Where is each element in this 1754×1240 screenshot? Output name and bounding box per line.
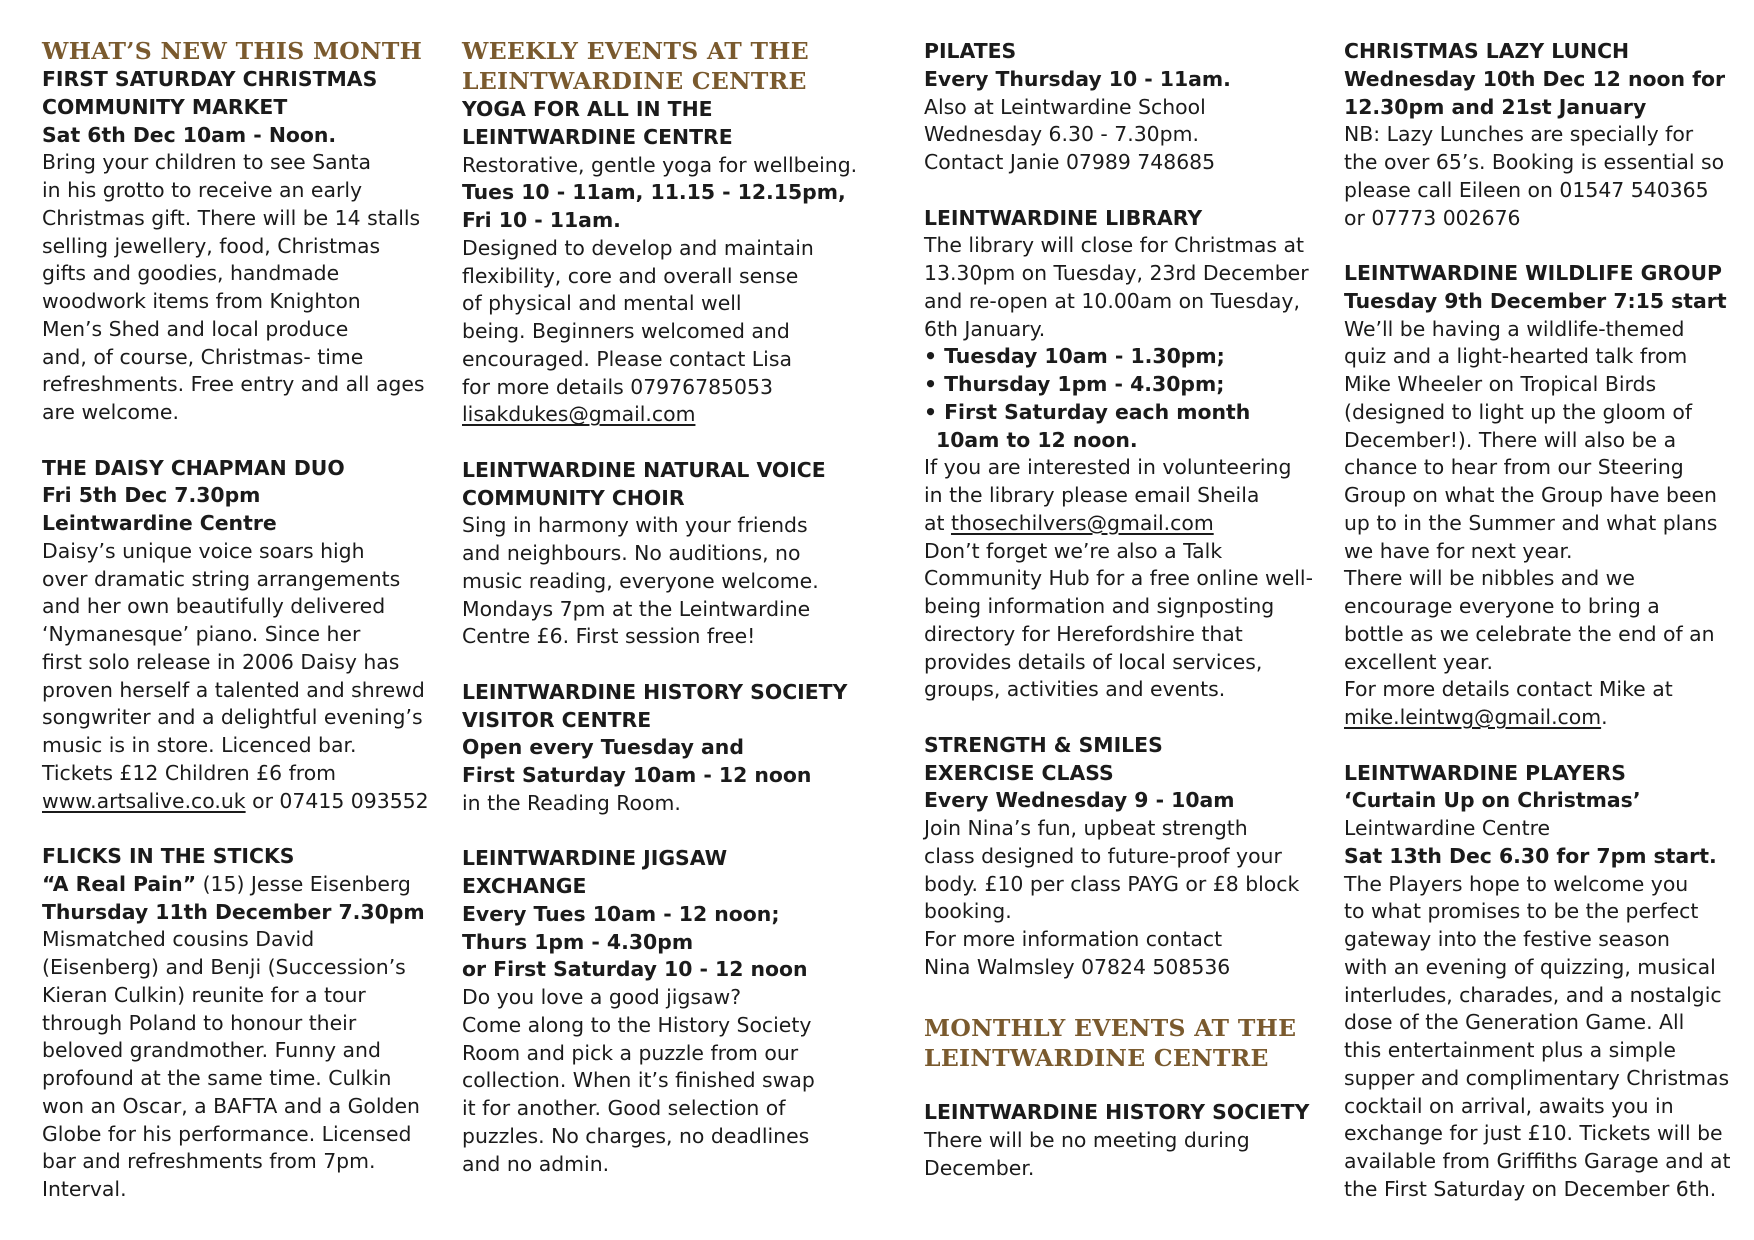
body-line: booking.: [924, 899, 1012, 924]
event-title: LEINTWARDINE HISTORY SOCIETY: [462, 679, 848, 704]
body-line: Don’t forget we’re also a Talk: [924, 538, 1223, 563]
event-strength-smiles: [924, 732, 1324, 982]
body-line: Also at Leintwardine School: [924, 94, 1206, 119]
event-when: Wednesday 10th Dec 12 noon for: [1344, 66, 1726, 91]
body-line: If you are interested in volunteering: [924, 455, 1292, 480]
event-body: [462, 235, 862, 429]
event-daisy-chapman: [42, 455, 440, 816]
event-body: [462, 984, 862, 1178]
event-pilates: [924, 38, 1324, 177]
lisa-email-link[interactable]: lisakdukes@gmail.com: [462, 402, 696, 427]
body-line: in the library please email Sheila: [924, 483, 1260, 507]
body-line: to what promises to be the perfect: [1344, 899, 1699, 924]
body-line: the First Saturday on December 6th.: [1344, 1176, 1717, 1201]
body-line: for more details 07976785053: [462, 374, 773, 399]
hours-line: 10am to 12 noon.: [936, 427, 1138, 452]
event-history-monthly: [924, 1099, 1324, 1182]
body-line: For more details contact Mike at: [1344, 677, 1673, 702]
body-line: The library will close for Christmas at: [924, 233, 1304, 258]
body-line: Kieran Culkin) reunite for a tour: [42, 982, 366, 1007]
body-line: Come along to the History Society: [462, 1012, 812, 1037]
event-title: STRENGTH & SMILES: [924, 732, 1163, 757]
event-title: YOGA FOR ALL IN THE: [462, 97, 713, 121]
section-heading-whats-new: WHAT’S NEW THIS MONTH: [42, 37, 423, 65]
body-line: 13.30pm on Tuesday, 23rd December: [924, 261, 1309, 285]
event-title: VISITOR CENTRE: [462, 707, 652, 732]
phone-text: or 07415 093552: [245, 788, 429, 813]
body-line: directory for Herefordshire that: [924, 621, 1243, 646]
body-line: music is in store. Licenced bar.: [42, 733, 357, 757]
event-title: LEINTWARDINE HISTORY SOCIETY: [924, 1100, 1310, 1125]
body-line: Mondays 7pm at the Leintwardine: [462, 596, 811, 621]
event-body: [1344, 871, 1734, 1204]
body-line: available from Griffiths Garage and at: [1344, 1149, 1731, 1173]
event-title: LEINTWARDINE LIBRARY: [924, 205, 1203, 230]
event-when: Tues 10 - 11am, 11.15 - 12.15pm,: [462, 180, 846, 205]
event-title: LEINTWARDINE JIGSAW: [462, 846, 728, 871]
body-line: interludes, charades, and a nostalgic: [1344, 982, 1722, 1007]
body-line: flexibility, core and overall sense: [462, 263, 799, 288]
body-line: provides details of local services,: [924, 649, 1263, 674]
event-leintwardine-players: [1344, 760, 1734, 1204]
body-line: We’ll be having a wildlife-themed: [1344, 316, 1685, 341]
body-line: with an evening of quizzing, musical: [1344, 954, 1716, 979]
event-body: [42, 149, 440, 427]
event-when: Fri 5th Dec 7.30pm: [42, 483, 261, 508]
event-subtitle: ‘Curtain Up on Christmas’: [1344, 788, 1641, 813]
body-line: Bring your children to see Santa: [42, 150, 372, 175]
body-line: gateway into the festive season: [1344, 927, 1670, 951]
body-line: Do you love a good jigsaw?: [462, 985, 742, 1009]
body-line: exchange for just £10. Tickets will be: [1344, 1121, 1723, 1146]
event-body: [1344, 121, 1734, 232]
body-line: proven herself a talented and shrewd: [42, 677, 425, 702]
library-hours: [924, 343, 1324, 454]
body-line: (Eisenberg) and Benji (Succession’s: [42, 955, 406, 979]
column-3: [924, 38, 1324, 1210]
body-line: encouraged. Please contact Lisa: [462, 346, 792, 371]
body-line: collection. When it’s finished swap: [462, 1068, 815, 1093]
hours-line: • Thursday 1pm - 4.30pm;: [924, 372, 1225, 396]
body-line: excellent year.: [1344, 649, 1494, 674]
body-line: supper and complimentary Christmas: [1344, 1065, 1730, 1090]
body-line: encourage everyone to bring a: [1344, 594, 1660, 618]
event-title: FLICKS IN THE STICKS: [42, 844, 295, 868]
body-line: ‘Nymanesque’ piano. Since her: [42, 622, 361, 646]
column-2: [462, 36, 862, 1206]
body-line: bottle as we celebrate the end of an: [1344, 621, 1715, 646]
body-line: and, of course, Christmas- time: [42, 344, 364, 369]
section-heading-monthly: LEINTWARDINE CENTRE: [924, 1044, 1269, 1073]
body-line: being information and signposting: [924, 594, 1275, 618]
event-title: LEINTWARDINE NATURAL VOICE: [462, 457, 826, 482]
event-when: 12.30pm and 21st January: [1344, 94, 1647, 119]
event-when: Sat 6th Dec 10am - Noon.: [42, 122, 337, 147]
event-title: EXERCISE CLASS: [924, 760, 1114, 785]
event-title: COMMUNITY MARKET: [42, 94, 288, 119]
body-line: this entertainment plus a simple: [1344, 1038, 1676, 1062]
body-line: it for another. Good selection of: [462, 1096, 786, 1120]
body-line: December.: [924, 1155, 1035, 1180]
event-body: [924, 232, 1324, 343]
body-line: and re-open at 10.00am on Tuesday,: [924, 288, 1300, 313]
event-title: PILATES: [924, 39, 1017, 63]
body-line: Mike Wheeler on Tropical Birds: [1344, 372, 1657, 396]
body-line: Tickets £12 Children £6 from: [42, 760, 337, 785]
body-line: body. £10 per class PAYG or £8 block: [924, 871, 1300, 896]
body-line: Designed to develop and maintain: [462, 235, 814, 260]
body-line: and no admin.: [462, 1151, 610, 1176]
event-title: LEINTWARDINE PLAYERS: [1344, 760, 1626, 785]
event-where: in the Reading Room.: [462, 790, 681, 815]
body-line: won an Oscar, a BAFTA and a Golden: [42, 1093, 420, 1118]
body-line: the over 65’s. Booking is essential so: [1344, 150, 1725, 174]
body-line: Nina Walmsley 07824 508536: [924, 954, 1231, 979]
event-history-visitor-centre: [462, 679, 862, 818]
body-line: class designed to future-proof your: [924, 843, 1282, 868]
event-jigsaw-exchange: [462, 845, 862, 1178]
event-title: CHRISTMAS LAZY LUNCH: [1344, 39, 1630, 63]
hours-line: • Tuesday 10am - 1.30pm;: [924, 344, 1225, 369]
event-title: EXCHANGE: [462, 874, 587, 898]
body-line: bar and refreshments from 7pm.: [42, 1149, 376, 1174]
event-title: LEINTWARDINE CENTRE: [462, 124, 733, 149]
body-line: chance to hear from our Steering: [1344, 455, 1684, 480]
body-line: 6th January.: [924, 316, 1046, 341]
hours-line: • First Saturday each month: [924, 399, 1251, 424]
event-when: Fri 10 - 11am.: [462, 208, 621, 232]
body-line: Contact Janie 07989 748685: [924, 150, 1216, 174]
film-title: “A Real Pain”: [42, 871, 197, 896]
body-line: Centre £6. First session free!: [462, 624, 756, 649]
body-line: The Players hope to welcome you: [1344, 871, 1689, 896]
column-1: [42, 36, 440, 1232]
body-line: please call Eileen on 01547 540365: [1344, 177, 1709, 202]
event-where: Leintwardine Centre: [42, 511, 277, 535]
body-line: Globe for his performance. Licensed: [42, 1121, 412, 1146]
event-when: Open every Tuesday and: [462, 735, 744, 760]
event-body: [42, 538, 440, 816]
event-body: [42, 926, 440, 1204]
body-line: beloved grandmother. Funny and: [42, 1038, 381, 1063]
body-line: in his grotto to receive an early: [42, 178, 363, 202]
body-line: up to in the Summer and what plans: [1344, 510, 1718, 535]
body-line: Sing in harmony with your friends: [462, 513, 808, 538]
event-christmas-market: [42, 66, 440, 427]
body-line: quiz and a light-hearted talk from: [1344, 344, 1688, 369]
film-line: [42, 871, 440, 899]
body-line: songwriter and a delightful evening’s: [42, 705, 423, 730]
body-line: selling jewellery, food, Christmas: [42, 233, 381, 258]
event-when: Every Wednesday 9 - 10am: [924, 788, 1235, 813]
body-line: profound at the same time. Culkin: [42, 1066, 392, 1090]
body-line: Men’s Shed and local produce: [42, 316, 349, 341]
body-line: of physical and mental well: [462, 291, 742, 316]
body-line: cocktail on arrival, awaits you in: [1344, 1093, 1674, 1118]
email-prefix: at: [924, 510, 951, 535]
body-line: dose of the Generation Game. All: [1344, 1010, 1685, 1035]
body-line: There will be nibbles and we: [1344, 566, 1635, 591]
body-line: through Poland to honour their: [42, 1010, 357, 1035]
event-body: [1344, 316, 1734, 732]
body-line: or 07773 002676: [1344, 205, 1521, 230]
event-when: or First Saturday 10 - 12 noon: [462, 957, 808, 982]
event-flicks-in-the-sticks: [42, 843, 440, 1204]
body-line: are welcome.: [42, 400, 179, 424]
body-line: Room and pick a puzzle from our: [462, 1040, 799, 1065]
event-when: Thurs 1pm - 4.30pm: [462, 929, 694, 954]
body-line: Christmas gift. There will be 14 stalls: [42, 205, 421, 230]
body-line: and her own beautifully delivered: [42, 594, 386, 619]
artsalive-link[interactable]: www.artsalive.co.uk: [42, 788, 246, 813]
body-line: and neighbours. No auditions, no: [462, 541, 801, 565]
film-rating: (15) Jesse Eisenberg: [196, 871, 411, 896]
section-heading-weekly: WEEKLY EVENTS AT THE: [462, 37, 810, 65]
section-heading-weekly: LEINTWARDINE CENTRE: [462, 67, 807, 95]
body-line: [42, 788, 440, 816]
section-heading-monthly: MONTHLY EVENTS AT THE: [924, 1014, 1297, 1043]
event-title: THE DAISY CHAPMAN DUO: [42, 455, 345, 480]
event-where: Leintwardine Centre: [1344, 816, 1551, 840]
body-line: For more information contact: [924, 927, 1223, 951]
column-4: [1344, 38, 1734, 1231]
body-line: NB: Lazy Lunches are specially for: [1344, 122, 1694, 147]
body-line: refreshments. Free entry and all ages: [42, 372, 425, 397]
body-line: Wednesday 6.30 - 7.30pm.: [924, 122, 1199, 147]
event-choir: [462, 457, 862, 651]
event-title: COMMUNITY CHOIR: [462, 485, 685, 510]
event-lazy-lunch: [1344, 38, 1734, 232]
body-line: we have for next year.: [1344, 538, 1573, 563]
body-line: Community Hub for a free online well-: [924, 566, 1313, 591]
body-line: December!). There will also be a: [1344, 427, 1677, 452]
punctuation: .: [1601, 705, 1608, 729]
event-when: First Saturday 10am - 12 noon: [462, 763, 812, 787]
body-line: over dramatic string arrangements: [42, 566, 401, 591]
body-line: groups, activities and events.: [924, 677, 1226, 702]
body-line: first solo release in 2006 Daisy has: [42, 649, 400, 674]
body-line: (designed to light up the gloom of: [1344, 399, 1693, 424]
body-line: Mismatched cousins David: [42, 927, 315, 952]
body-line: [924, 510, 1324, 538]
body-line: puzzles. No charges, no deadlines: [462, 1123, 810, 1148]
event-intro: Restorative, gentle yoga for wellbeing.: [462, 152, 858, 177]
body-line: gifts and goodies, handmade: [42, 261, 340, 286]
body-line: woodwork items from Knighton: [42, 289, 361, 313]
event-title: LEINTWARDINE WILDLIFE GROUP: [1344, 261, 1722, 285]
body-line: Join Nina’s fun, upbeat strength: [924, 816, 1248, 840]
event-body: [924, 94, 1324, 177]
event-when: Every Tues 10am - 12 noon;: [462, 901, 780, 926]
event-body: [462, 512, 862, 651]
sheila-email-link[interactable]: thosechilvers@gmail.com: [950, 510, 1214, 535]
event-library: [924, 205, 1324, 705]
body-line: being. Beginners welcomed and: [462, 319, 790, 343]
event-when: Tuesday 9th December 7:15 start: [1344, 288, 1727, 313]
event-when: Every Thursday 10 - 11am.: [924, 66, 1231, 91]
body-line: There will be no meeting during: [924, 1128, 1250, 1152]
mike-email-link[interactable]: mike.leintwg@gmail.com: [1344, 705, 1602, 729]
body-line: Daisy’s unique voice soars high: [42, 538, 365, 563]
body-line: Group on what the Group have been: [1344, 483, 1717, 507]
body-line: [1344, 704, 1734, 732]
event-wildlife-group: [1344, 260, 1734, 732]
body-line: music reading, everyone welcome.: [462, 568, 819, 593]
body-line: Interval.: [42, 1177, 127, 1201]
event-when: Sat 13th Dec 6.30 for 7pm start.: [1344, 843, 1717, 868]
event-body: [924, 815, 1324, 982]
event-yoga: [462, 96, 862, 429]
event-title: FIRST SATURDAY CHRISTMAS: [42, 67, 378, 91]
event-when: Thursday 11th December 7.30pm: [42, 899, 425, 924]
